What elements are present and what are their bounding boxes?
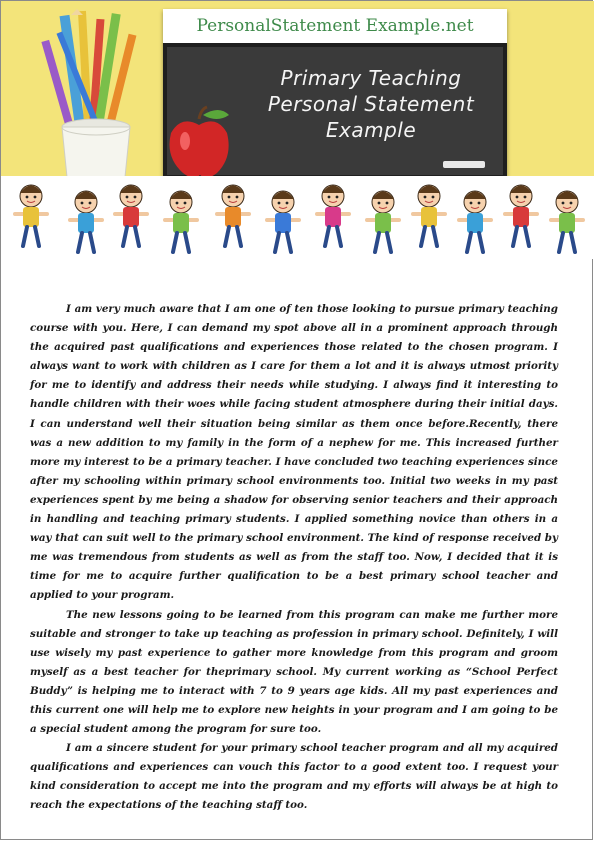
child-figure xyxy=(551,191,583,252)
child-figure xyxy=(115,185,147,246)
title-line: Example xyxy=(325,118,417,142)
apple-icon xyxy=(167,105,233,185)
site-banner xyxy=(163,9,507,47)
children-strip xyxy=(1,176,594,259)
child-figure xyxy=(267,191,299,252)
page-title xyxy=(231,65,511,143)
child-figure xyxy=(505,185,537,246)
paragraph: I am very much aware that I am one of ten those looking to pursue primary teaching course with you. Here, I can demand my spot above all in a prominent approach through the acquired past qualifications and experiences those related to the chosen program. I always want to work with children as I care for them a lot and it is always utmost priority for me to identify and address their needs while studying. I always find it interesting to handle children with their woes while facing student atmosphere during their initial days. I can understand well their situation being similar as them once before.Recently, there was a new addition to my family in the form of a nephew for me. This increased further more my interest to be a primary teacher. I have concluded two teaching experiences since after my schooling within primary school environments too. Initial two weeks in my past experiences spent by me being a shadow for observing senior teachers and their approach in handling and teaching primary students. I applied something novice than others in a way that can suit well to the primary school environment. The kind of response received by me was tremendous from students as well as from the staff too. Now, I decided that it is time for me to acquire further qualification to be a best primary school teacher and applied to your program. xyxy=(30,303,558,602)
child-figure xyxy=(217,185,249,246)
header-illustration xyxy=(1,1,594,259)
child-figure xyxy=(70,191,102,252)
paragraph: The new lessons going to be learned from this program can make me further more suitable and stronger to take up teaching as profession in primary school. Definitely, I will use wisely my past experience to gather more knowledge from this program and groom myself as a best teacher for theprimary school. My current working as “School Perfect Buddy” is helping me to interact with 7 to 9 years age kids. All my past experiences and this current one will help me to explore new heights in your program and I am going to be a special student among the program for sure too. xyxy=(30,608,558,736)
children-figures xyxy=(1,176,594,259)
child-figure xyxy=(367,191,399,252)
title-line: Personal Statement xyxy=(267,92,475,116)
child-figure xyxy=(413,185,445,246)
site-name: PersonalStatement Example.net xyxy=(196,16,474,36)
child-figure xyxy=(165,191,197,252)
child-figure xyxy=(15,185,47,246)
title-line: Primary Teaching xyxy=(280,66,462,90)
paragraph: I am a sincere student for your primary school teacher program and all my acquired qualifications and experiences can vouch this factor to a good extent too. I request your kind consideration to accept me into the program and my efforts will always be at high to reach the expectations of the teaching staff too. xyxy=(30,742,558,812)
chalk-piece xyxy=(443,161,485,168)
child-figure xyxy=(317,185,349,246)
child-figure xyxy=(459,191,491,252)
statement-body xyxy=(30,300,558,816)
